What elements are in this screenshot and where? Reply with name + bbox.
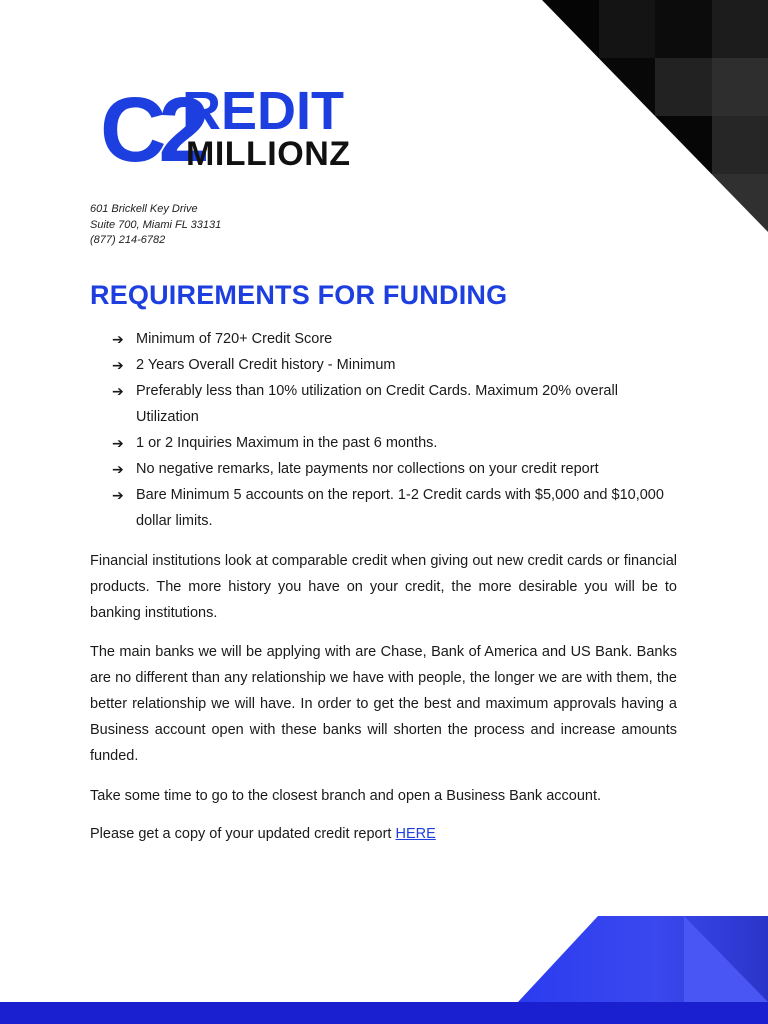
list-item: [112, 326, 672, 352]
list-item: [112, 378, 672, 430]
logo-millionz: MILLIONZ: [186, 135, 351, 173]
list-item: [112, 482, 672, 534]
paragraph-credit-report: [90, 821, 677, 847]
address-phone: (877) 214-6782: [90, 234, 166, 246]
arrow-icon: ➔: [112, 331, 124, 347]
company-address: [90, 202, 221, 249]
page-title: REQUIREMENTS FOR FUNDING: [90, 280, 508, 310]
list-item: [112, 430, 672, 456]
paragraph-main-banks: The main banks we will be applying with are Chase, Bank of America and US Bank. Banks are no different than any relationship we have with people, the longer we are with them, the better relationship we will have. In order to get the best and maximum approvals having a Business account open with these banks will shorten the process and increase amounts funded.: [90, 644, 677, 764]
requirements-list: [112, 326, 672, 534]
list-item: [112, 352, 672, 378]
arrow-icon: ➔: [112, 383, 124, 399]
corner-decoration-top: [542, 0, 768, 232]
arrow-icon: ➔: [112, 357, 124, 373]
address-line-2: Suite 700, Miami FL 33131: [90, 218, 222, 231]
arrow-icon: ➔: [112, 461, 124, 477]
logo-redit: REDIT: [182, 81, 344, 141]
credit-report-link[interactable]: HERE: [395, 826, 436, 842]
bottom-band: [0, 1002, 768, 1024]
list-item: [112, 456, 672, 482]
paragraph-business-account: Take some time to go to the closest branch and open a Business Bank account.: [90, 788, 602, 804]
logo-c2: C2: [100, 79, 202, 181]
requirement-text: Minimum of 720+ Credit Score: [136, 331, 333, 347]
requirement-text: Bare Minimum 5 accounts on the report. 1-2 Credit cards with $5,000 and $10,000 dollar limits.: [136, 487, 664, 529]
requirement-text: Preferably less than 10% utilization on Credit Cards. Maximum 20% overall Utilization: [136, 383, 618, 425]
company-logo: [100, 79, 362, 181]
requirement-text: No negative remarks, late payments nor collections on your credit report: [136, 461, 599, 477]
paragraph-comparable-credit: Financial institutions look at comparable credit when giving out new credit cards or financial products. The more history you have on your credit, the more desirable you will be to banking institutions.: [90, 553, 677, 621]
requirement-text: 1 or 2 Inquiries Maximum in the past 6 months.: [136, 435, 438, 451]
arrow-icon: ➔: [112, 487, 124, 503]
arrow-icon: ➔: [112, 435, 124, 451]
address-line-1: 601 Brickell Key Drive: [90, 203, 198, 215]
credit-report-text: Please get a copy of your updated credit report: [90, 826, 396, 842]
requirement-text: 2 Years Overall Credit history - Minimum: [136, 357, 396, 373]
